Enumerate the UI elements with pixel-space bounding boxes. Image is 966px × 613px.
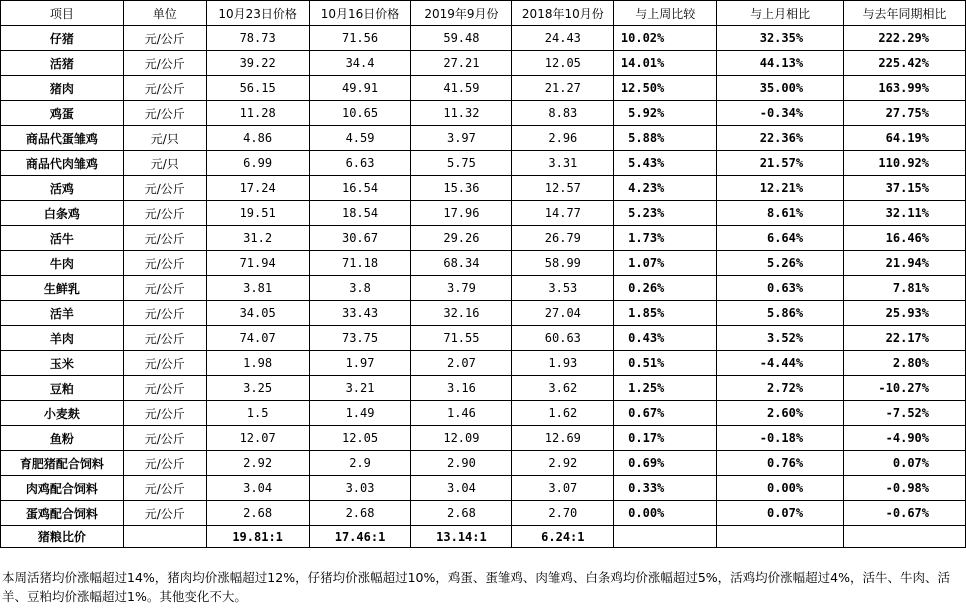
unit-cell: 元/公斤 [123,226,206,251]
item-name: 商品代肉雏鸡 [1,151,124,176]
price-2019-sep-cell: 1.46 [411,401,512,426]
table-row [1,301,966,326]
price-2018-oct-cell: 2.92 [512,451,614,476]
table-row [1,276,966,301]
week-change-cell: 10.02% [614,26,717,51]
price-2019-sep-cell: 71.55 [411,326,512,351]
price-2018-oct-cell: 12.69 [512,426,614,451]
year-change-cell: 225.42% [844,51,966,76]
table-row [1,251,966,276]
table-row [1,426,966,451]
price-2018-oct-cell: 12.57 [512,176,614,201]
year-change-cell: -4.90% [844,426,966,451]
month-change-cell: 5.86% [717,301,844,326]
price-2018-oct-cell: 21.27 [512,76,614,101]
price-2018-oct-cell: 3.31 [512,151,614,176]
table-row [1,151,966,176]
header-unit: 单位 [123,1,206,26]
unit-cell: 元/公斤 [123,201,206,226]
unit-cell: 元/公斤 [123,251,206,276]
item-name: 活牛 [1,226,124,251]
ratio-2018-oct: 6.24:1 [512,526,614,548]
unit-cell: 元/公斤 [123,51,206,76]
price-2019-sep-cell: 29.26 [411,226,512,251]
item-name: 鱼粉 [1,426,124,451]
month-change-cell: 12.21% [717,176,844,201]
header-vs-last-year: 与去年同期相比 [844,1,966,26]
price-2018-oct-cell: 3.07 [512,476,614,501]
price-oct16-cell: 49.91 [309,76,411,101]
month-change-cell: 2.60% [717,401,844,426]
item-name: 白条鸡 [1,201,124,226]
price-oct16-cell: 1.97 [309,351,411,376]
month-change-cell: 2.72% [717,376,844,401]
year-change-cell: -0.98% [844,476,966,501]
item-name: 蛋鸡配合饲料 [1,501,124,526]
price-2019-sep-cell: 2.07 [411,351,512,376]
item-name: 商品代蛋雏鸡 [1,126,124,151]
week-change-cell: 5.23% [614,201,717,226]
ratio-2019-sep: 13.14:1 [411,526,512,548]
year-change-cell: 110.92% [844,151,966,176]
price-2019-sep-cell: 3.97 [411,126,512,151]
table-row [1,476,966,501]
price-2019-sep-cell: 12.09 [411,426,512,451]
price-oct23-cell: 3.81 [206,276,309,301]
price-2018-oct-cell: 3.62 [512,376,614,401]
price-oct23-cell: 71.94 [206,251,309,276]
year-change-cell: 222.29% [844,26,966,51]
price-2019-sep-cell: 27.21 [411,51,512,76]
item-name: 鸡蛋 [1,101,124,126]
table-body [1,26,966,548]
price-oct16-cell: 73.75 [309,326,411,351]
price-oct16-cell: 3.03 [309,476,411,501]
price-oct16-cell: 3.8 [309,276,411,301]
unit-cell: 元/公斤 [123,476,206,501]
year-change-cell: 0.07% [844,451,966,476]
month-change-cell: 0.76% [717,451,844,476]
month-change-cell: 0.07% [717,501,844,526]
price-oct23-cell: 31.2 [206,226,309,251]
year-change-cell: 163.99% [844,76,966,101]
week-change-cell: 4.23% [614,176,717,201]
unit-cell: 元/公斤 [123,326,206,351]
ratio-empty-week [614,526,717,548]
price-2018-oct-cell: 3.53 [512,276,614,301]
price-2018-oct-cell: 1.62 [512,401,614,426]
price-2018-oct-cell: 58.99 [512,251,614,276]
price-oct23-cell: 19.51 [206,201,309,226]
price-oct16-cell: 33.43 [309,301,411,326]
price-oct16-cell: 1.49 [309,401,411,426]
item-name: 猪肉 [1,76,124,101]
price-oct23-cell: 11.28 [206,101,309,126]
week-change-cell: 0.51% [614,351,717,376]
month-change-cell: 22.36% [717,126,844,151]
month-change-cell: 35.00% [717,76,844,101]
year-change-cell: -10.27% [844,376,966,401]
unit-cell: 元/公斤 [123,76,206,101]
week-change-cell: 1.25% [614,376,717,401]
price-2019-sep-cell: 2.90 [411,451,512,476]
table-row [1,401,966,426]
unit-cell: 元/公斤 [123,426,206,451]
price-oct23-cell: 4.86 [206,126,309,151]
header-vs-last-month: 与上月相比 [717,1,844,26]
price-2018-oct-cell: 60.63 [512,326,614,351]
year-change-cell: 2.80% [844,351,966,376]
ratio-row [1,526,966,548]
price-2019-sep-cell: 32.16 [411,301,512,326]
price-oct23-cell: 78.73 [206,26,309,51]
price-oct16-cell: 2.9 [309,451,411,476]
item-name: 玉米 [1,351,124,376]
item-name: 活猪 [1,51,124,76]
price-2019-sep-cell: 2.68 [411,501,512,526]
price-oct23-cell: 3.04 [206,476,309,501]
price-oct16-cell: 71.56 [309,26,411,51]
header-price-oct23: 10月23日价格 [206,1,309,26]
price-oct16-cell: 30.67 [309,226,411,251]
table-row [1,226,966,251]
header-2018-oct: 2018年10月份 [512,1,614,26]
year-change-cell: 27.75% [844,101,966,126]
week-change-cell: 0.33% [614,476,717,501]
price-2019-sep-cell: 41.59 [411,76,512,101]
year-change-cell: 37.15% [844,176,966,201]
price-2018-oct-cell: 2.96 [512,126,614,151]
ratio-empty-year [844,526,966,548]
week-change-cell: 1.85% [614,301,717,326]
item-name: 小麦麸 [1,401,124,426]
item-name: 羊肉 [1,326,124,351]
item-name: 育肥猪配合饲料 [1,451,124,476]
price-2019-sep-cell: 68.34 [411,251,512,276]
ratio-label: 猪粮比价 [1,526,124,548]
week-change-cell: 0.43% [614,326,717,351]
price-oct23-cell: 2.68 [206,501,309,526]
price-2018-oct-cell: 12.05 [512,51,614,76]
unit-cell: 元/公斤 [123,276,206,301]
unit-cell: 元/公斤 [123,351,206,376]
table-row [1,126,966,151]
ratio-empty-month [717,526,844,548]
month-change-cell: 8.61% [717,201,844,226]
item-name: 豆粕 [1,376,124,401]
price-oct23-cell: 3.25 [206,376,309,401]
price-2019-sep-cell: 17.96 [411,201,512,226]
month-change-cell: 32.35% [717,26,844,51]
table-row [1,376,966,401]
week-change-cell: 12.50% [614,76,717,101]
table-row [1,76,966,101]
table-row [1,26,966,51]
price-oct23-cell: 6.99 [206,151,309,176]
price-oct16-cell: 2.68 [309,501,411,526]
item-name: 生鲜乳 [1,276,124,301]
price-oct16-cell: 18.54 [309,201,411,226]
price-oct23-cell: 39.22 [206,51,309,76]
week-change-cell: 0.67% [614,401,717,426]
price-2018-oct-cell: 26.79 [512,226,614,251]
header-vs-last-week: 与上周比较 [614,1,717,26]
price-oct16-cell: 71.18 [309,251,411,276]
price-2019-sep-cell: 11.32 [411,101,512,126]
price-oct23-cell: 56.15 [206,76,309,101]
week-change-cell: 5.88% [614,126,717,151]
year-change-cell: 7.81% [844,276,966,301]
year-change-cell: 32.11% [844,201,966,226]
price-oct23-cell: 1.98 [206,351,309,376]
table-row [1,501,966,526]
month-change-cell: -0.18% [717,426,844,451]
summary-note: 本周活猪均价涨幅超过14%，猪肉均价涨幅超过12%，仔猪均价涨幅超过10%，鸡蛋、蛋雏鸡、肉雏鸡、白条鸡均价涨幅超过5%，活鸡均价涨幅超过4%，活牛、牛肉、活羊、豆粕均价涨幅超过1%。其他变化不大。 [2,570,951,604]
week-change-cell: 0.69% [614,451,717,476]
year-change-cell: 22.17% [844,326,966,351]
price-2019-sep-cell: 5.75 [411,151,512,176]
price-2019-sep-cell: 3.04 [411,476,512,501]
year-change-cell: 25.93% [844,301,966,326]
price-2018-oct-cell: 24.43 [512,26,614,51]
price-2019-sep-cell: 59.48 [411,26,512,51]
week-change-cell: 0.26% [614,276,717,301]
month-change-cell: 5.26% [717,251,844,276]
item-name: 仔猪 [1,26,124,51]
header-item: 项目 [1,1,124,26]
week-change-cell: 5.43% [614,151,717,176]
price-oct16-cell: 16.54 [309,176,411,201]
week-change-cell: 0.17% [614,426,717,451]
price-2018-oct-cell: 27.04 [512,301,614,326]
unit-cell: 元/公斤 [123,501,206,526]
unit-cell: 元/公斤 [123,26,206,51]
price-2018-oct-cell: 2.70 [512,501,614,526]
table-row [1,101,966,126]
item-name: 活羊 [1,301,124,326]
price-oct16-cell: 6.63 [309,151,411,176]
price-oct16-cell: 3.21 [309,376,411,401]
unit-cell: 元/公斤 [123,451,206,476]
table-row [1,176,966,201]
month-change-cell: 3.52% [717,326,844,351]
price-oct23-cell: 12.07 [206,426,309,451]
item-name: 活鸡 [1,176,124,201]
week-change-cell: 1.73% [614,226,717,251]
unit-cell: 元/公斤 [123,401,206,426]
ratio-empty-unit [123,526,206,548]
unit-cell: 元/只 [123,151,206,176]
table-row [1,326,966,351]
unit-cell: 元/公斤 [123,301,206,326]
year-change-cell: 21.94% [844,251,966,276]
ratio-oct16: 17.46:1 [309,526,411,548]
year-change-cell: -0.67% [844,501,966,526]
unit-cell: 元/公斤 [123,376,206,401]
month-change-cell: 0.00% [717,476,844,501]
header-row [1,1,966,26]
month-change-cell: -4.44% [717,351,844,376]
year-change-cell: -7.52% [844,401,966,426]
price-oct23-cell: 34.05 [206,301,309,326]
table-row [1,351,966,376]
year-change-cell: 16.46% [844,226,966,251]
price-oct16-cell: 12.05 [309,426,411,451]
month-change-cell: 44.13% [717,51,844,76]
price-2019-sep-cell: 3.16 [411,376,512,401]
header-2019-sep: 2019年9月份 [411,1,512,26]
price-2019-sep-cell: 3.79 [411,276,512,301]
unit-cell: 元/公斤 [123,176,206,201]
price-oct16-cell: 10.65 [309,101,411,126]
price-2018-oct-cell: 8.83 [512,101,614,126]
month-change-cell: -0.34% [717,101,844,126]
price-oct23-cell: 17.24 [206,176,309,201]
week-change-cell: 14.01% [614,51,717,76]
item-name: 牛肉 [1,251,124,276]
week-change-cell: 1.07% [614,251,717,276]
week-change-cell: 0.00% [614,501,717,526]
price-oct16-cell: 4.59 [309,126,411,151]
table-row [1,451,966,476]
price-oct16-cell: 34.4 [309,51,411,76]
price-2018-oct-cell: 1.93 [512,351,614,376]
price-oct23-cell: 74.07 [206,326,309,351]
ratio-oct23: 19.81:1 [206,526,309,548]
header-price-oct16: 10月16日价格 [309,1,411,26]
price-2019-sep-cell: 15.36 [411,176,512,201]
unit-cell: 元/只 [123,126,206,151]
price-2018-oct-cell: 14.77 [512,201,614,226]
item-name: 肉鸡配合饲料 [1,476,124,501]
month-change-cell: 21.57% [717,151,844,176]
week-change-cell: 5.92% [614,101,717,126]
month-change-cell: 6.64% [717,226,844,251]
price-oct23-cell: 1.5 [206,401,309,426]
month-change-cell: 0.63% [717,276,844,301]
price-oct23-cell: 2.92 [206,451,309,476]
table-row [1,51,966,76]
year-change-cell: 64.19% [844,126,966,151]
unit-cell: 元/公斤 [123,101,206,126]
table-row [1,201,966,226]
